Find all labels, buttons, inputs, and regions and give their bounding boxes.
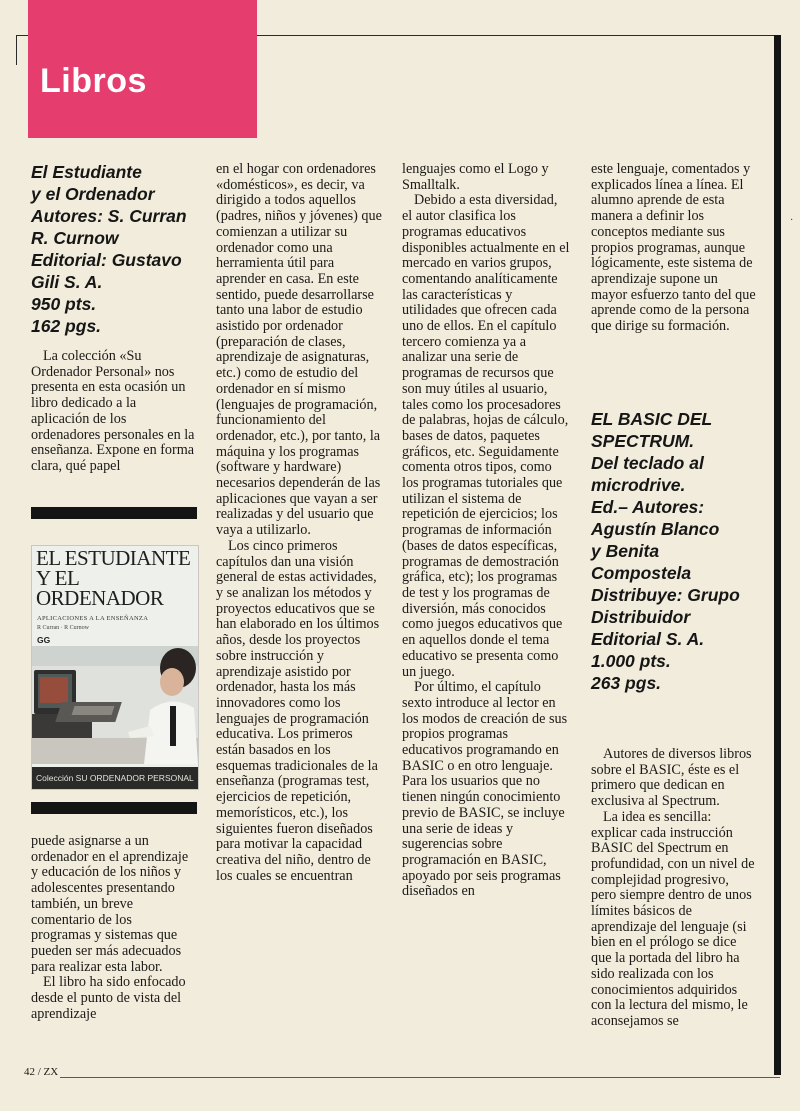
review2-heading-line: EL BASIC DEL — [591, 409, 713, 429]
review1-paragraph: lenguajes como el Logo y Smalltalk. — [402, 161, 549, 193]
review2-heading — [591, 408, 757, 694]
cover-title-line: Y EL — [36, 566, 80, 590]
review2-heading-line: Distribuidor — [591, 607, 691, 627]
review2-heading-line: Distribuye: Grupo — [591, 585, 740, 605]
review1-paragraph: en el hogar con ordenadores «domésticos», es decir, va dirigido a todos aquellos (padres, niños y jóvenes) que comienzan a utilizar su ordenador como una herramienta útil para aprender en casa. En este sentido, puede desarrollarse tanto una labor de estudio asistido por ordenador (preparación de clases, aprendizaje de asignaturas, etc.) como de estudio del ordenador en sí mismo (lenguajes de programación, funcionamiento del ordenador, etc.), por tanto, la máquina y los programas (software y hardware) necesarios dependerán de las aplicaciones que vayan a ser realizadas y del usuario que vaya a utilizarlo. — [216, 161, 382, 539]
review2-heading-line: SPECTRUM. — [591, 431, 695, 451]
review2-body — [591, 747, 757, 1030]
cover-subtitle: APLICACIONES A LA ENSEÑANZA — [37, 615, 149, 622]
review1-heading-line: Gili S. A. — [31, 272, 103, 292]
cover-photo — [32, 646, 198, 764]
cover-bottom-bar — [31, 802, 197, 814]
cover-title-line: ORDENADOR — [36, 586, 164, 610]
cover-authors: R Curran · R Curnow — [37, 625, 89, 631]
cover-title-line: EL ESTUDIANTE — [36, 546, 191, 570]
column-1-continued — [31, 834, 195, 1022]
page-bottom-rule — [60, 1077, 780, 1078]
review1-heading — [31, 161, 195, 337]
review1-heading-line: R. Curnow — [31, 228, 119, 248]
review2-heading-line: Ed.– Autores: — [591, 497, 705, 517]
review1-heading-line: 950 pts. — [31, 294, 97, 314]
review2 — [591, 408, 757, 694]
page-frame-left-rule — [16, 35, 17, 65]
review1-paragraph: este lenguaje, comentados y explicados línea a línea. El alumno aprende de esta manera a definir los conceptos mediante sus propios programas, aunque lógicamente, este sistema de aprendizaje supone un mayor esfuerzo tanto del que aprende como de la persona que dirige su formación. — [591, 161, 756, 335]
section-banner — [28, 0, 257, 138]
section-label: Libros — [40, 62, 147, 100]
column-2 — [216, 162, 382, 884]
review2-heading-line: 1.000 pts. — [591, 651, 671, 671]
review1-heading-line: 162 pgs. — [31, 316, 102, 336]
review2-heading-line: Compostela — [591, 563, 692, 583]
review2-heading-line: Del teclado al — [591, 453, 704, 473]
review1-paragraph: Debido a esta diversidad, el autor clasifica los programas educativos disponibles actualmente en el mercado en varios grupos, comentando analíticamente las características y utilidades que ofrecen cada uno de ellos. En el capítulo tercero comienza ya a analizar una serie de programas de recursos que son muy útiles al usuario, tales como los procesadores de palabras, hojas de cálculo, bases de datos, paquetes gráficos, etc. Seguidamente comenta otros tipos, como los programas tutoriales que utilizan el sistema de repetición de ejercicios; los programas de información (bases de datos específicas, programas de demostración gráfica, etc); los programas de test y los programas de diversión, más conocidos como juegos educativos que en aquellos donde el tema educativo se presenta como un juego. — [402, 192, 570, 680]
review1-heading-line: y el Ordenador — [31, 184, 155, 204]
review1-paragraph: Los cinco primeros capítulos dan una visión general de estas actividades, y se analizan los métodos y proyectos educativos que se han elaborado en los últimos años, desde los proyectos sobre instrucción y aprendizaje asistido por ordenador, hasta los más innovadores como los lenguajes de programación educativa. Los primeros están basados en los esquemas tradicionales de la enseñanza (programas test, ejercicios de repetición, memorísticos, etc.), los siguientes fueron diseñados para motivar la capacidad creativa del niño, dentro de los cuales se encuentran — [216, 537, 380, 884]
cover-title — [36, 548, 196, 608]
review2-heading-line: 263 pgs. — [591, 673, 662, 693]
review2-heading-line: Agustín Blanco — [591, 519, 720, 539]
review2-paragraph: Autores de diversos libros sobre el BASIC, éste es el primero que dedican en exclusiva al Spectrum. — [591, 746, 752, 810]
page-frame-right-bar — [774, 35, 781, 1075]
cover-series-text: Colección SU ORDENADOR PERSONAL — [36, 773, 194, 783]
column-1 — [31, 161, 195, 475]
review2-paragraph: La idea es sencilla: explicar cada instrucción BASIC del Spectrum en profundidad, con un nivel de complejidad progresivo, pero siempre dentro de unos límites básicos de aprendizaje del lenguaje (si bien en el prólogo se dice que la portada del libro ha sido realizada con los conocimientos adquiridos con la lectura del mismo, le aconsejamos se — [591, 808, 755, 1029]
review1-paragraph: Por último, el capítulo sexto introduce al lector en los modos de creación de sus propios programas educativos programando en BASIC o en otro lenguaje. Para los usuarios que no tienen ningún conocimiento previo de BASIC, se incluye una serie de ideas y sugerencias sobre programación en BASIC, apoyado por seis programas diseñados en — [402, 679, 568, 900]
cover-series-strip — [32, 767, 198, 789]
review1-heading-line: El Estudiante — [31, 162, 142, 182]
review1-paragraph: El libro ha sido enfocado desde el punto de vista del aprendizaje — [31, 974, 186, 1022]
column-4 — [591, 162, 757, 335]
review1-paragraph: La colección «Su Ordenador Personal» nos presenta en esta ocasión un libro dedicado a la aplicación de los ordenadores personales en la enseñanza. Expone en forma clara, qué papel — [31, 348, 195, 474]
review2-heading-line: y Benita — [591, 541, 660, 561]
review2-heading-line: microdrive. — [591, 475, 686, 495]
page-number: 42 / ZX — [24, 1066, 59, 1078]
cover-publisher-mark: GG — [37, 635, 51, 645]
column-3 — [402, 162, 570, 900]
book-cover-image — [31, 545, 199, 790]
cover-top-bar — [31, 507, 197, 519]
edge-mark: · — [790, 215, 794, 226]
review1-heading-line: Autores: S. Curran — [31, 206, 187, 226]
review1-heading-line: Editorial: Gustavo — [31, 250, 182, 270]
review2-heading-line: Editorial S. A. — [591, 629, 705, 649]
review1-paragraph: puede asignarse a un ordenador en el aprendizaje y educación de los niños y adolescentes presentando también, un breve comentario de los programas y sistemas que pueden ser más adecuados para realizar esta labor. — [31, 833, 189, 975]
